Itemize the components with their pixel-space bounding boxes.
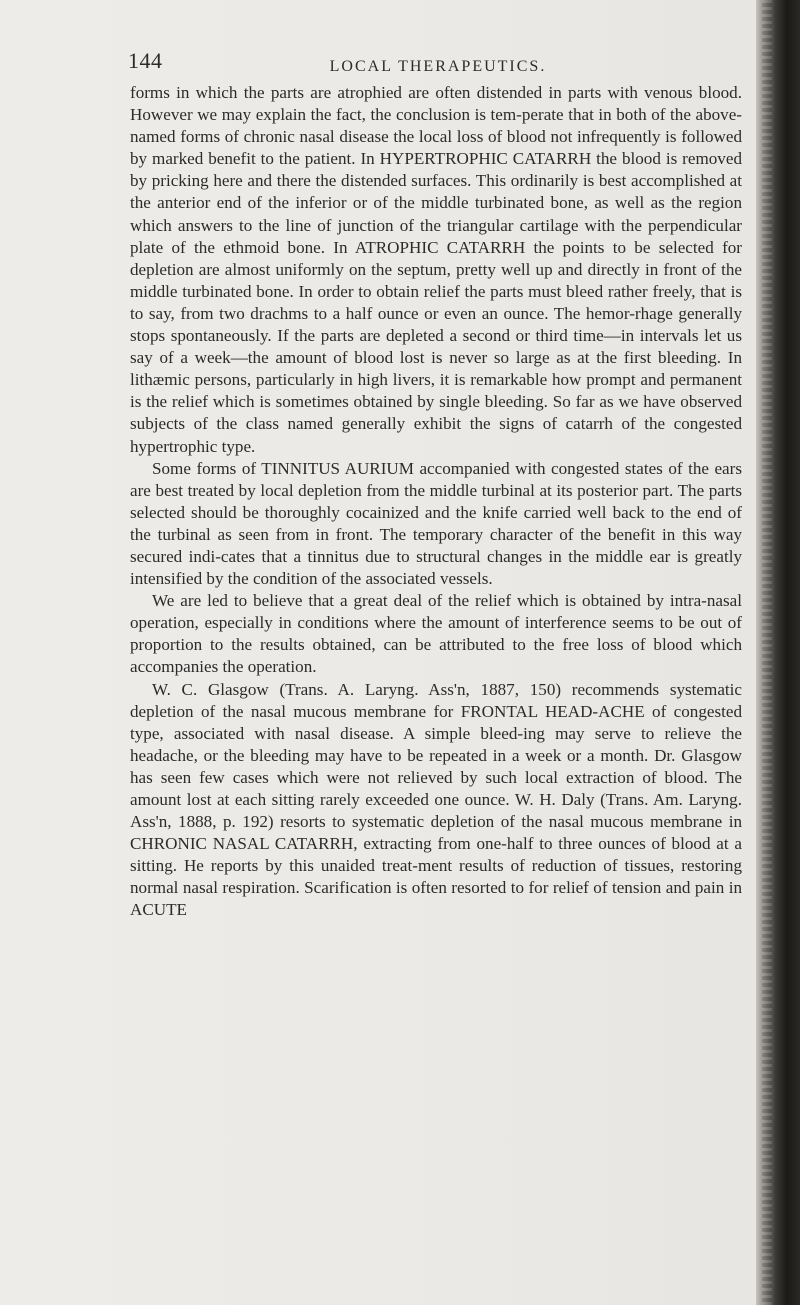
running-head: LOCAL THERAPEUTICS. <box>329 58 547 75</box>
page-number: 144 <box>128 48 163 73</box>
paragraph-hypertrophic-atrophic-catarrh: forms in which the parts are atrophied are often distended in parts with venous blood. However we may explain the fact, the conclusion is tem-perate that in both of the above-named forms of chronic nasal disease the local loss of blood not infrequently is followed by marked benefit to the patient. In HYPERTROPHIC CATARRH the blood is removed by pricking here and there the distended surfaces. This ordinarily is best accomplished at the anterior end of the inferior or of the middle turbinated bone, as well as the region which answers to the line of junction of the triangular cartilage with the perpendicular plate of the ethmoid bone. In ATROPHIC CATARRH the points to be selected for depletion are almost uniformly on the septum, pretty well up and directly in front of the middle turbinated bone. In order to obtain relief the parts must bleed rather freely, that is to say, from two drachms to a half ounce or even an ounce. The hemor-rhage generally stops spontaneously. If the parts are depleted a second or third time—in intervals let us say of a week—the amount of blood lost is never so large as at the first bleeding. In lithæmic persons, particularly in high livers, it is remarkable how prompt and permanent is the relief which is sometimes obtained by single bleeding. So far as we have observed subjects of the class named generally exhibit the signs of catarrh of the congested hypertrophic type. <box>130 83 742 456</box>
page-header <box>128 48 748 84</box>
body-text <box>130 82 742 922</box>
paragraph-tinnitus-aurium: Some forms of TINNITUS AURIUM accompanied with congested states of the ears are best treated by local depletion from the middle turbinal at its posterior part. The parts selected should be thoroughly cocainized and the knife carried well back to the end of the turbinal as seen from in front. The temporary character of the benefit in this way secured indi-cates that a tinnitus due to structural changes in the middle ear is greatly intensified by the condition of the associated vessels. <box>130 458 742 589</box>
paragraph-intra-nasal-operation: We are led to believe that a great deal of the relief which is obtained by intra-nasal operation, especially in conditions where the amount of interference seems to be out of proportion to the results obtained, can be attributed to the free loss of blood which accompanies the operation. <box>130 591 742 677</box>
paragraph-frontal-headache: W. C. Glasgow (Trans. A. Laryng. Ass'n, 1887, 150) recommends systematic depletion of the nasal mucous membrane for FRONTAL HEAD-ACHE of congested type, associated with nasal disease. A simple bleed-ing may serve to relieve the headache, or the bleeding may have to be repeated in a week or a month. Dr. Glasgow has seen few cases which were not relieved by such local extraction of blood. The amount lost at each sitting rarely exceeded one ounce. W. H. Daly (Trans. Am. Laryng. Ass'n, 1888, p. 192) resorts to systematic depletion of the nasal mucous membrane in CHRONIC NASAL CATARRH, extracting from one-half to three ounces of blood at a sitting. He reports by this unaided treat-ment results of reduction of tissues, restoring normal nasal respiration. Scarification is often resorted to for relief of tension and pain in ACUTE <box>130 679 742 920</box>
book-binding-edge <box>756 0 800 1305</box>
